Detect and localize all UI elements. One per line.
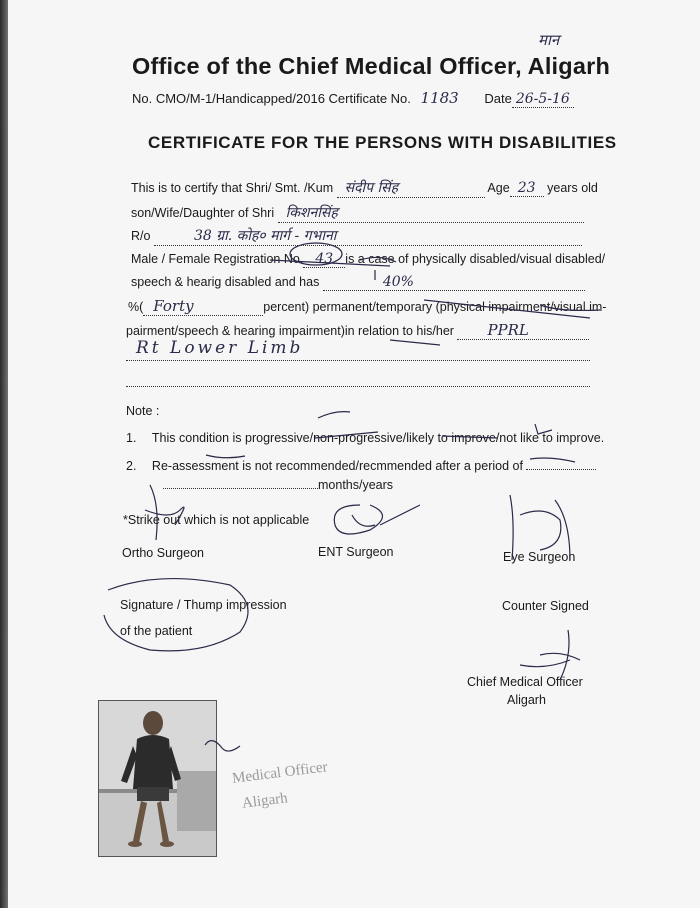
certificate-heading: CERTIFICATE FOR THE PERSONS WITH DISABILITIES — [148, 133, 617, 152]
registration-label: Male / Female Registration No. — [131, 252, 304, 266]
patient-photo — [98, 700, 217, 857]
eye-surgeon-label: Eye Surgeon — [503, 550, 576, 564]
age-suffix: years old — [547, 181, 598, 195]
blank-line — [126, 368, 590, 387]
percent-sign: %( — [128, 300, 144, 314]
ref-prefix: No. CMO/M-1/Handicapped/2016 Certificate No. — [132, 91, 411, 106]
note-2-number: 2. — [126, 459, 137, 473]
age-value: 23 — [510, 180, 544, 197]
note-2-text: Re-assessment is not recommended/recmmended after a period of — [151, 459, 523, 473]
percent-value: 40% — [323, 274, 585, 291]
note-item-1 — [126, 431, 604, 445]
office-title: Office of the Chief Medical Officer, Aligarh — [132, 53, 611, 79]
stamp-line-1: Medical Officer — [231, 759, 329, 787]
note-1-number: 1. — [126, 431, 137, 445]
reference-line — [132, 89, 574, 107]
strike-note: *Strike out which is not applicable — [123, 513, 310, 527]
date-value: 26-5-16 — [512, 91, 574, 108]
patient-signature-label-2: of the patient — [120, 624, 193, 638]
months-years: months/years — [318, 478, 394, 492]
impairment-text: pairment/speech & hearing impairment)in relation to his/her — [126, 324, 454, 338]
father-name: किशनसिंह — [278, 203, 584, 223]
age-label: Age — [487, 181, 510, 195]
note-label: Note : — [126, 404, 160, 418]
body-line-relation — [131, 203, 584, 223]
months-blank — [163, 474, 318, 489]
certificate-number: 1183 — [420, 89, 459, 107]
patient-photo-figure — [99, 701, 216, 856]
patient-signature-label-1: Signature / Thump impression — [120, 598, 287, 612]
percent-words: Forty — [143, 297, 263, 316]
percent-suffix: percent) permanent/temporary (physical impairment/visual im- — [263, 300, 607, 314]
patient-name: संदीप सिंह — [337, 178, 485, 198]
body-line-address — [131, 226, 582, 246]
note-item-2 — [126, 455, 596, 473]
counter-signed-label: Counter Signed — [502, 599, 589, 613]
address: 38 ग्रा. कोह० मार्ग - गभाना — [154, 226, 582, 246]
relation-label: son/Wife/Daughter of Shri — [131, 206, 275, 220]
body-line-limb — [126, 338, 590, 361]
registration-number: 43 — [303, 251, 345, 268]
certify-prefix: This is to certify that Shri/ Smt. /Kum — [131, 181, 334, 195]
ortho-surgeon-label: Ortho Surgeon — [122, 546, 204, 560]
cmo-label: Chief Medical Officer — [467, 675, 583, 689]
disability-prefix: speech & hearig disabled and has — [131, 275, 320, 289]
body-line-name — [131, 178, 598, 198]
ent-surgeon-label: ENT Surgeon — [318, 545, 394, 559]
body-line-percent — [128, 297, 606, 316]
note-2-blank — [526, 455, 596, 470]
corner-handwritten-mark: मान — [538, 31, 560, 49]
stamp-line-2: Aligarh — [241, 790, 289, 812]
date-label: Date — [484, 91, 512, 106]
note-1-text: This condition is progressive/non-progressive/likely to improve/not like to improve. — [151, 431, 605, 445]
limb-hand: Rt Lower Limb — [136, 338, 304, 358]
impairment-hand: PPRL — [457, 321, 589, 340]
note-item-2-cont — [163, 474, 393, 492]
registration-suffix: is a case of physically disabled/visual disabled/ — [345, 252, 606, 266]
cmo-city-label: Aligarh — [507, 693, 546, 707]
ro-label: R/o — [131, 229, 151, 243]
body-line-registration — [131, 251, 605, 268]
body-line-disability — [131, 274, 585, 291]
